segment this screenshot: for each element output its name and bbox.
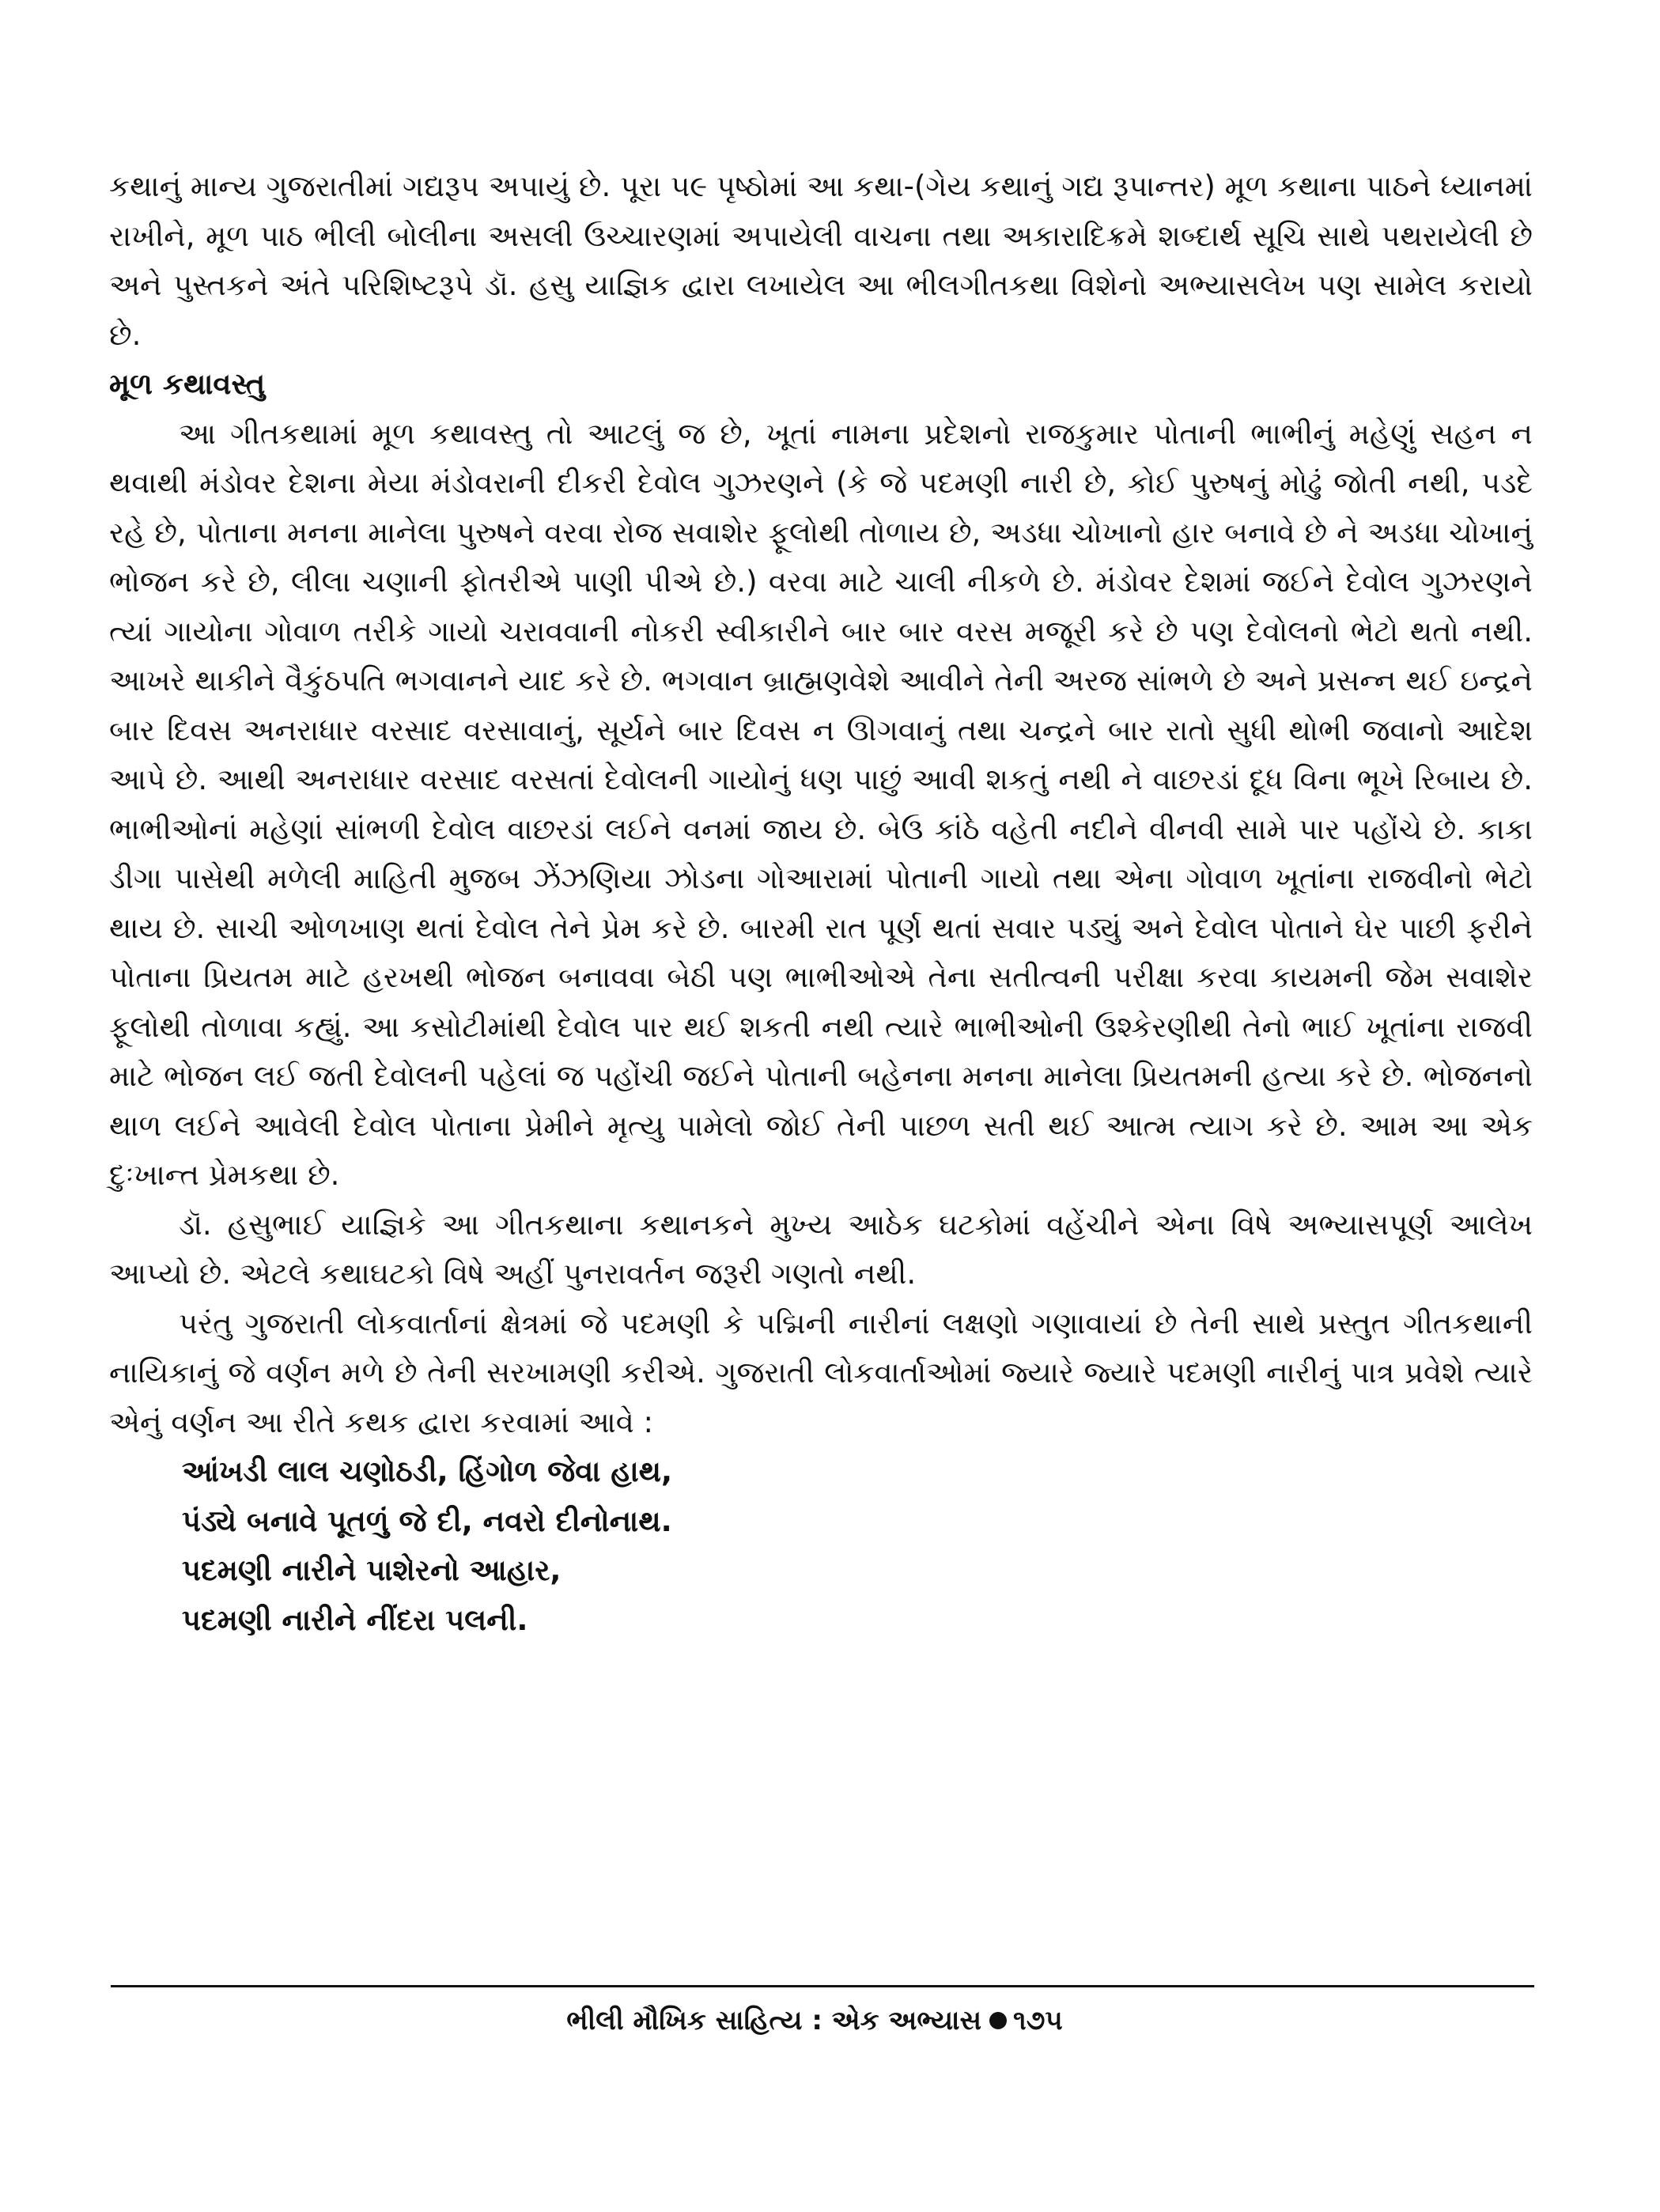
section-heading: મૂળ કથાવસ્તુ: [109, 367, 266, 401]
page-footer: [490, 2001, 1139, 2040]
paragraph-intro: કથાનું માન્ય ગુજરાતીમાં ગદ્યરૂપ અપાયું છે. પૂરા ૫૯ પૃષ્ઠોમાં આ કથા-(ગેય કથાનું ગદ્ય રૂપાન્તર) મૂળ કથાના પાઠને ધ્યાનમાં રાખીને, મૂળ પાઠ ભીલી બોલીના અસલી ઉચ્ચારણમાં અપાયેલી વાચના તથા અકારાદિક્રમે શબ્દાર્થ સૂચિ સાથે પથરાયેલી છે અને પુસ્તકને અંતે પરિશિષ્ટરૂપે ડૉ. હસુ યાજ્ઞિક દ્વારા લખાયેલ આ ભીલગીતકથા વિશેનો અભ્યાસલેખ પણ સામેલ કરાયો છે.: [109, 169, 1533, 352]
paragraph-padmani: પરંતુ ગુજરાતી લોકવાર્તાનાં ક્ષેત્રમાં જે પદમણી કે પદ્મિની નારીનાં લક્ષણો ગણાવાયાં છે તેની સાથે પ્રસ્તુત ગીતકથાની નાયિકાનું જે વર્ણન મળે છે તેની સરખામણી કરીએ. ગુજરાતી લોકવાર્તાઓમાં જ્યારે જ્યારે પદમણી નારીનું પાત્ર પ્રવેશે ત્યારે એનું વર્ણન આ રીતે કથક દ્વારા કરવામાં આવે :: [109, 1306, 1533, 1439]
verse-line: પદમણી નારીને પાશેરનો આહાર,: [182, 1553, 562, 1587]
paragraph-story: આ ગીતકથામાં મૂળ કથાવસ્તુ તો આટલું જ છે, ખૂતાં નામના પ્રદેશનો રાજકુમાર પોતાની ભાભીનું મહેણું સહન ન થવાથી મંડોવર દેશના મેયા મંડોવરાની દીકરી દેવોલ ગુઝરણને (કે જે પદમણી નારી છે, કોઈ પુરુષનું મોઢું જોતી નથી, પડદે રહે છે, પોતાના મનના માનેલા પુરુષને વરવા રોજ સવાશેર ફૂલોથી તોળાય છે, અડધા ચોખાનો હાર બનાવે છે ને અડધા ચોખાનું ભોજન કરે છે, લીલા ચણાની ફોતરીએ પાણી પીએ છે.) વરવા માટે ચાલી નીકળે છે. મંડોવર દેશમાં જઈને દેવોલ ગુઝરણને ત્યાં ગાયોના ગોવાળ તરીકે ગાયો ચરાવવાની નોકરી સ્વીકારીને બાર બાર વરસ મજૂરી કરે છે પણ દેવોલનો ભેટો થતો નથી. આખરે થાકીને વૈકુંઠપતિ ભગવાનને યાદ કરે છે. ભગવાન બ્રાહ્મણવેશે આવીને તેની અરજ સાંભળે છે અને પ્રસન્ન થઈ ઇન્દ્રને બાર દિવસ અનરાધાર વરસાદ વરસાવાનું, સૂર્યને બાર દિવસ ન ઊગવાનું તથા ચન્દ્રને બાર રાતો સુધી થોભી જવાનો આદેશ આપે છે. આથી અનરાધાર વરસાદ વરસતાં દેવોલની ગાયોનું ધણ પાછું આવી શકતું નથી ને વાછરડાં દૂધ વિના ભૂખે રિબાય છે. ભાભીઓનાં મહેણાં સાંભળી દેવોલ વાછરડાં લઈને વનમાં જાય છે. બેઉ કાંઠે વહેતી નદીને વીનવી સામે પાર પહોંચે છે. કાકા ડીગા પાસેથી મળેલી માહિતી મુજબ ઝેંઝણિયા ઝોડના ગોઆરામાં પોતાની ગાયો તથા એના ગોવાળ ખૂતાંના રાજવીનો ભેટો થાય છે. સાચી ઓળખાણ થતાં દેવોલ તેને પ્રેમ કરે છે. બારમી રાત પૂર્ણ થતાં સવાર પડ્યું અને દેવોલ પોતાને ઘેર પાછી ફરીને પોતાના પ્રિયતમ માટે હરખથી ભોજન બનાવવા બેઠી પણ ભાભીઓએ તેના સતીત્વની પરીક્ષા કરવા કાયમની જેમ સવાશેર ફૂલોથી તોળાવા કહ્યું. આ કસોટીમાંથી દેવોલ પાર થઈ શકતી નથી ત્યારે ભાભીઓની ઉશ્કેરણીથી તેનો ભાઈ ખૂતાંના રાજવી માટે ભોજન લઈ જતી દેવોલની પહેલાં જ પહોંચી જઈને પોતાની બહેનના મનના માનેલા પ્રિયતમની હત્યા કરે છે. ભોજનનો થાળ લઈને આવેલી દેવોલ પોતાના પ્રેમીને મૃત્યુ પામેલો જોઈ તેની પાછળ સતી થઈ આત્મ ત્યાગ કરે છે. આમ આ એક દુઃખાન્ત પ્રેમકથા છે.: [109, 416, 1533, 1192]
body-text: [109, 162, 1533, 1645]
verse-line: પંડ્યે બનાવે પૂતળું જે દી, નવરો દીનોનાથ.: [182, 1503, 672, 1538]
page-number: ૧૭૫: [1013, 2005, 1063, 2036]
footer-title: ભીલી મૌખિક સાહિત્ય : એક અભ્યાસ: [566, 2005, 982, 2036]
bullet-icon: [989, 2012, 1007, 2029]
verse-line: આંખડી લાલ ચણોઠડી, હિંગોળ જેવા હાથ,: [182, 1454, 673, 1488]
footer-divider: [111, 1985, 1534, 1987]
verse-line: પદમણી નારીને નીંદરા પલની.: [182, 1602, 528, 1637]
verse-block: [109, 1447, 1533, 1645]
paragraph-yagnik: ડૉ. હસુભાઈ યાજ્ઞિકે આ ગીતકથાના કથાનકને મુખ્ય આઠેક ઘટકોમાં વહેંચીને એના વિષે અભ્યાસપૂર્ણ આલેખ આપ્યો છે. એટલે કથાઘટકો વિષે અહીં પુનરાવર્તન જરૂરી ગણતો નથી.: [109, 1207, 1533, 1291]
